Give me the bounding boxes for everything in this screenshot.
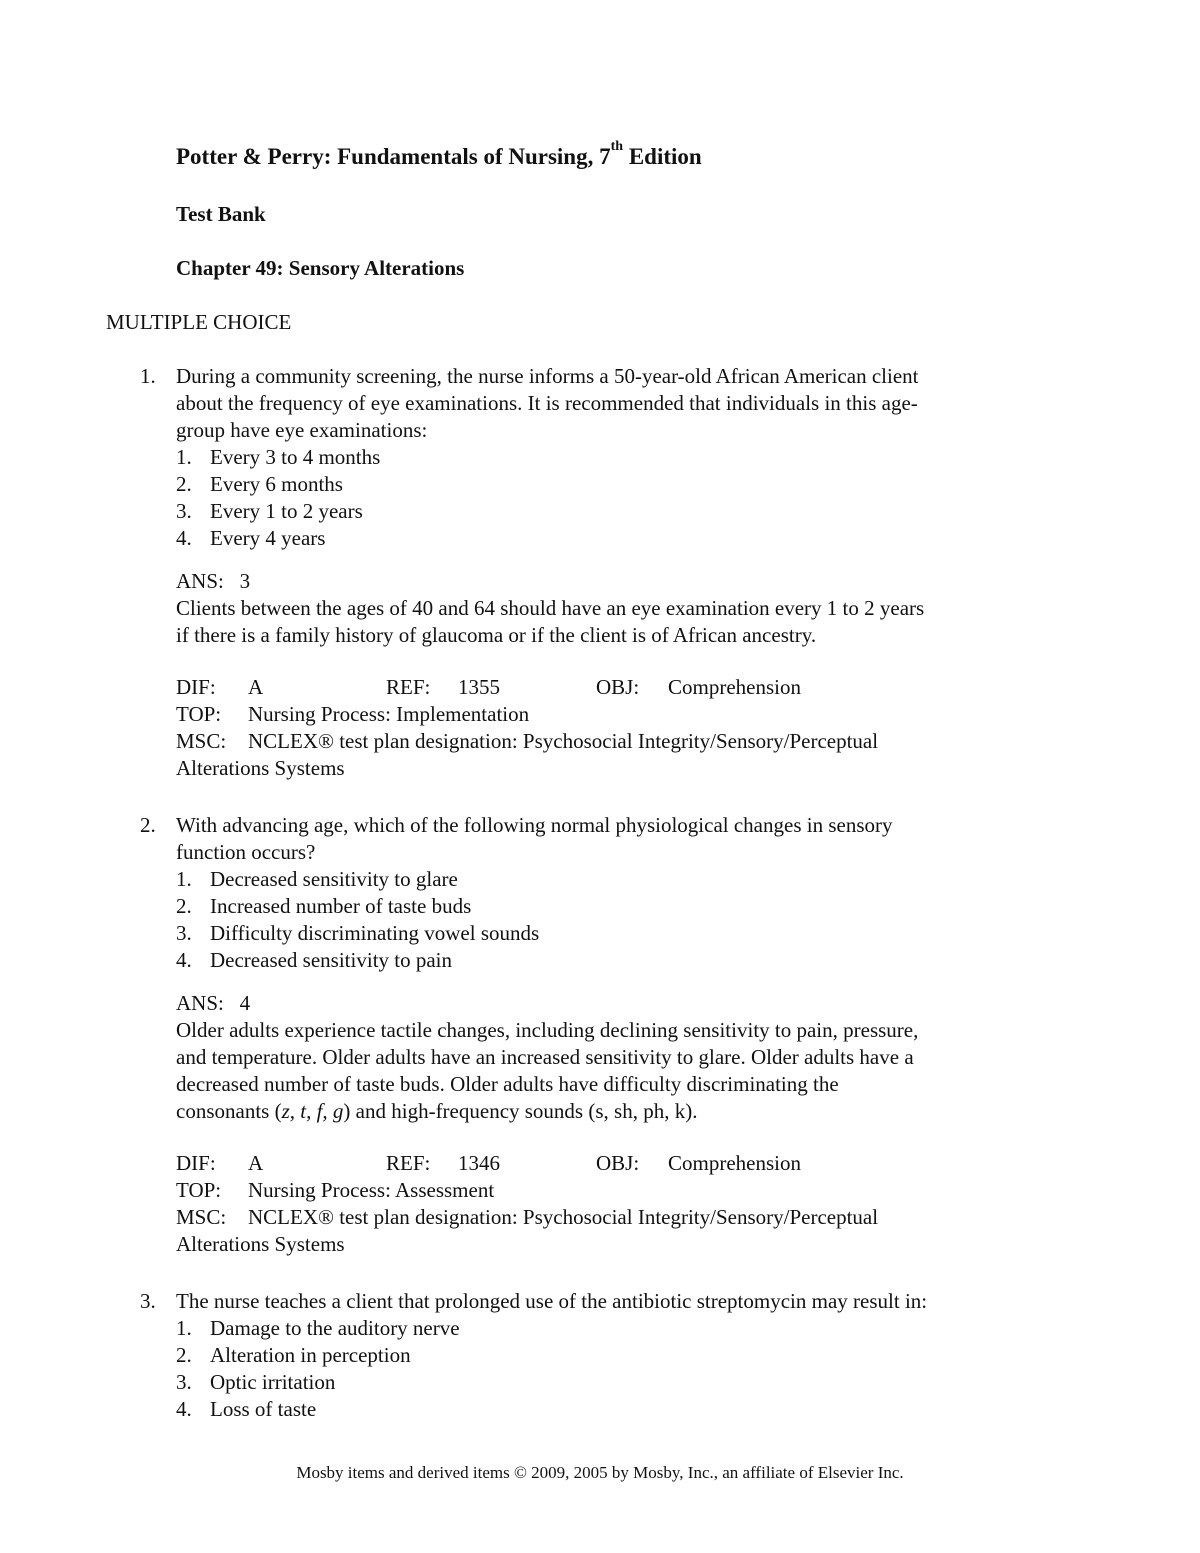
option-text: Difficulty discriminating vowel sounds: [210, 921, 540, 945]
option-text: Every 4 years: [210, 526, 326, 550]
answer-key: [140, 990, 1040, 1017]
answer-value: 3: [239, 569, 251, 593]
answer-option: [176, 1315, 1040, 1342]
obj-value: Comprehension: [668, 675, 801, 699]
answer-options: [140, 866, 1040, 974]
section-heading: MULTIPLE CHOICE: [106, 310, 292, 334]
option-number: 4.: [176, 1397, 192, 1421]
stem-line: During a community screening, the nurse informs a 50-year-old African American client: [176, 364, 919, 388]
rationale-text: consonants (: [176, 1099, 282, 1123]
option-text: Every 6 months: [210, 472, 343, 496]
option-text: Decreased sensitivity to glare: [210, 867, 458, 891]
answer-option: [176, 1396, 1040, 1423]
question-stem: [140, 1288, 1040, 1315]
document-subtitle: Test Bank: [176, 202, 266, 226]
obj-value: Comprehension: [668, 1151, 801, 1175]
option-number: 4.: [176, 948, 192, 972]
answer-option: [176, 920, 1040, 947]
answer-options: [140, 1315, 1040, 1423]
msc-value: NCLEX® test plan designation: Psychosocial Integrity/Sensory/Perceptual: [248, 729, 879, 753]
option-text: Increased number of taste buds: [210, 894, 472, 918]
answer-option: [176, 866, 1040, 893]
msc-value-continued: Alterations Systems: [176, 1232, 345, 1256]
stem-line: The nurse teaches a client that prolonged use of the antibiotic streptomycin may result in:: [176, 1289, 928, 1313]
dif-label: DIF:: [176, 675, 216, 699]
question-stem: [140, 363, 1040, 444]
option-text: Every 3 to 4 months: [210, 445, 381, 469]
rationale-line: decreased number of taste buds. Older adults have difficulty discriminating the: [176, 1072, 839, 1096]
msc-label: MSC:: [176, 729, 227, 753]
msc-value: NCLEX® test plan designation: Psychosocial Integrity/Sensory/Perceptual: [248, 1205, 879, 1229]
rationale-italic: z, t, f, g: [281, 1099, 344, 1123]
answer-option: [176, 444, 1040, 471]
question-2: [140, 812, 1040, 1258]
option-number: 3.: [176, 499, 192, 523]
msc-value-continued: Alterations Systems: [176, 756, 345, 780]
option-text: Decreased sensitivity to pain: [210, 948, 453, 972]
question-metadata: [140, 1150, 1040, 1258]
stem-line: function occurs?: [176, 840, 316, 864]
option-number: 3.: [176, 1370, 192, 1394]
option-text: Alteration in perception: [210, 1343, 411, 1367]
answer-label: ANS:: [176, 569, 224, 593]
dif-value: A: [248, 1151, 264, 1175]
top-value: Nursing Process: Implementation: [248, 702, 530, 726]
rationale: [140, 595, 1040, 649]
answer-options: [140, 444, 1040, 552]
title-superscript: th: [610, 139, 624, 154]
option-number: 4.: [176, 526, 192, 550]
meta-row-msc: [176, 728, 1040, 755]
option-number: 1.: [176, 1316, 192, 1340]
meta-row-top: [176, 1177, 1040, 1204]
answer-option: [176, 1369, 1040, 1396]
answer-option: [176, 525, 1040, 552]
answer-label: ANS:: [176, 991, 224, 1015]
rationale-line: Older adults experience tactile changes, including declining sensitivity to pain, pressure,: [176, 1018, 919, 1042]
option-number: 2.: [176, 472, 192, 496]
rationale-text: ) and high-frequency sounds (s, sh, ph, k).: [343, 1099, 698, 1123]
stem-line: about the frequency of eye examinations. It is recommended that individuals in this age-: [176, 391, 918, 415]
title-text: Potter & Perry: Fundamentals of Nursing, 7: [176, 144, 611, 169]
ref-label: REF:: [386, 675, 431, 699]
ref-value: 1346: [458, 1151, 500, 1175]
option-number: 1.: [176, 867, 192, 891]
stem-line: With advancing age, which of the following normal physiological changes in sensory: [176, 813, 893, 837]
question-stem: [140, 812, 1040, 866]
stem-line: group have eye examinations:: [176, 418, 428, 442]
rationale-line: [176, 1098, 1040, 1125]
meta-row-dif-ref-obj: [176, 674, 1040, 701]
page-footer: Mosby items and derived items © 2009, 2005 by Mosby, Inc., an affiliate of Elsevier Inc.: [296, 1463, 904, 1482]
option-text: Optic irritation: [210, 1370, 336, 1394]
ref-label: REF:: [386, 1151, 431, 1175]
meta-row-msc: [176, 1204, 1040, 1231]
rationale-line: if there is a family history of glaucoma or if the client is of African ancestry.: [176, 623, 817, 647]
answer-option: [176, 498, 1040, 525]
answer-option: [176, 1342, 1040, 1369]
answer-option: [176, 471, 1040, 498]
meta-row-dif-ref-obj: [176, 1150, 1040, 1177]
chapter-heading: Chapter 49: Sensory Alterations: [176, 256, 465, 280]
meta-row-top: [176, 701, 1040, 728]
question-metadata: [140, 674, 1040, 782]
question-number: 1.: [140, 364, 156, 388]
question-3: [140, 1288, 1040, 1423]
dif-value: A: [248, 675, 264, 699]
question-number: 2.: [140, 813, 156, 837]
option-text: Every 1 to 2 years: [210, 499, 363, 523]
rationale: [140, 1017, 1040, 1125]
option-text: Loss of taste: [210, 1397, 317, 1421]
obj-label: OBJ:: [596, 675, 640, 699]
title-edition: Edition: [623, 144, 702, 169]
option-number: 2.: [176, 894, 192, 918]
question-number: 3.: [140, 1289, 156, 1313]
msc-label: MSC:: [176, 1205, 227, 1229]
question-1: [140, 363, 1040, 782]
option-number: 3.: [176, 921, 192, 945]
document-title: [176, 139, 702, 170]
top-value: Nursing Process: Assessment: [248, 1178, 495, 1202]
answer-option: [176, 947, 1040, 974]
top-label: TOP:: [176, 702, 222, 726]
obj-label: OBJ:: [596, 1151, 640, 1175]
answer-value: 4: [239, 991, 251, 1015]
rationale-line: and temperature. Older adults have an increased sensitivity to glare. Older adults have a: [176, 1045, 914, 1069]
ref-value: 1355: [458, 675, 500, 699]
dif-label: DIF:: [176, 1151, 216, 1175]
option-text: Damage to the auditory nerve: [210, 1316, 460, 1340]
option-number: 2.: [176, 1343, 192, 1367]
rationale-line: Clients between the ages of 40 and 64 should have an eye examination every 1 to 2 years: [176, 596, 925, 620]
option-number: 1.: [176, 445, 192, 469]
answer-option: [176, 893, 1040, 920]
answer-key: [140, 568, 1040, 595]
top-label: TOP:: [176, 1178, 222, 1202]
